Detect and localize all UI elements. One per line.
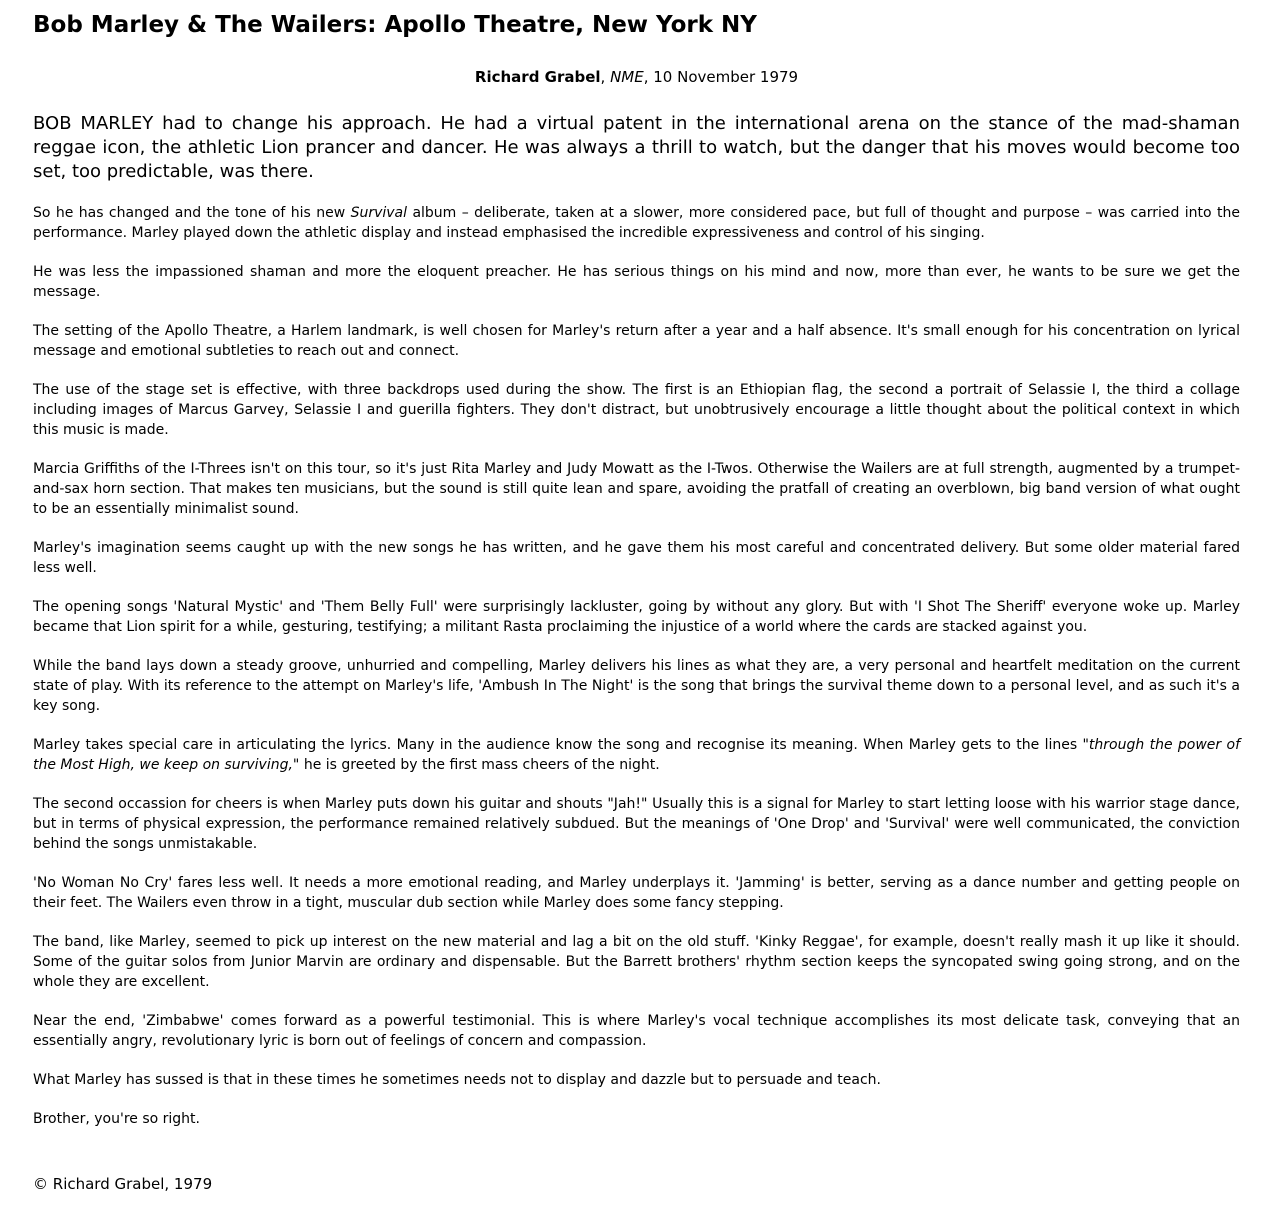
text-segment: While the band lays down a steady groove, unhurried and compelling, Marley delivers his lines as what they are, a very personal and heartfelt meditation on the current state of play. With its reference to the attempt on Marley's life, 'Ambush In The Night' is the song that brings the survival theme down to a personal level, and as such it's a key song. xyxy=(33,658,1240,715)
paragraph xyxy=(33,1011,1240,1051)
text-segment: So he has changed and the tone of his new xyxy=(33,205,351,222)
text-segment: Survival xyxy=(350,205,408,222)
byline xyxy=(33,68,1240,86)
paragraph xyxy=(33,380,1240,440)
text-segment: "through the power of the Most High, we keep on surviving," xyxy=(33,737,1240,774)
text-segment: The second occassion for cheers is when Marley puts down his guitar and shouts "Jah!" Usually this is a signal for Marley to start letting loose with his warrior stage dance, but in terms of physical expression, the performance remained relatively subdued. But the meanings of 'One Drop' and 'Survival' were well communicated, the conviction behind the songs unmistakable. xyxy=(33,796,1240,853)
paragraph xyxy=(33,538,1240,578)
paragraph xyxy=(33,262,1240,302)
text-segment: Richard Grabel xyxy=(474,68,601,87)
text-segment: Brother, you're so right. xyxy=(33,1111,200,1128)
text-segment: The setting of the Apollo Theatre, a Harlem landmark, is well chosen for Marley's return after a year and a half absence. It's small enough for his concentration on lyrical message and emotional subtleties to reach out and connect. xyxy=(33,323,1240,360)
text-segment: Near the end, 'Zimbabwe' comes forward as a powerful testimonial. This is where Marley's vocal technique accomplishes its most delicate task, conveying that an essentially angry, revolutionary lyric is born out of feelings of concern and compassion. xyxy=(33,1013,1240,1050)
paragraph xyxy=(33,932,1240,992)
text-segment: 'No Woman No Cry' fares less well. It needs a more emotional reading, and Marley underplays it. 'Jamming' is better, serving as a dance number and getting people on their feet. The Wailers even throw in a tight, muscular dub section while Marley does some fancy stepping. xyxy=(33,875,1240,912)
text-segment: he is greeted by the first mass cheers of the night. xyxy=(299,757,660,774)
text-segment: , 10 November 1979 xyxy=(643,68,799,87)
text-segment: , xyxy=(600,68,611,87)
text-segment: Marcia Griffiths of the I-Threes isn't on this tour, so it's just Rita Marley and Judy Mowatt as the I-Twos. Otherwise the Wailers are at full strength, augmented by a trumpet-and-sax horn section. That makes ten musicians, but the sound is still quite lean and spare, avoiding the pratfall of creating an overblown, big band version of what ought to be an essentially minimalist sound. xyxy=(33,461,1240,518)
text-segment: The band, like Marley, seemed to pick up interest on the new material and lag a bit on the old stuff. 'Kinky Reggae', for example, doesn't really mash it up like it should. Some of the guitar solos from Junior Marvin are ordinary and dispensable. But the Barrett brothers' rhythm section keeps the syncopated swing going strong, and on the whole they are excellent. xyxy=(33,934,1240,991)
article-body xyxy=(33,203,1240,1129)
paragraph xyxy=(33,873,1240,913)
text-segment: NME xyxy=(610,68,644,87)
text-segment: The opening songs 'Natural Mystic' and 'Them Belly Full' were surprisingly lackluster, going by without any glory. But with 'I Shot The Sheriff' everyone woke up. Marley became that Lion spirit for a while, gesturing, testifying; a militant Rasta proclaiming the injustice of a world where the cards are stacked against you. xyxy=(33,599,1240,636)
text-segment: He was less the impassioned shaman and more the eloquent preacher. He has serious things on his mind and now, more than ever, he wants to be sure we get the message. xyxy=(33,264,1240,301)
paragraph xyxy=(33,735,1240,775)
paragraph xyxy=(33,1109,1240,1129)
paragraph xyxy=(33,656,1240,716)
text-segment: Marley takes special care in articulating the lyrics. Many in the audience know the song and recognise its meaning. When Marley gets to the lines xyxy=(33,737,1083,754)
paragraph xyxy=(33,597,1240,637)
page-title: Bob Marley & The Wailers: Apollo Theatre, New York NY xyxy=(33,12,757,38)
paragraph xyxy=(33,1070,1240,1090)
paragraph xyxy=(33,794,1240,854)
text-segment: Marley's imagination seems caught up with the new songs he has written, and he gave them his most careful and concentrated delivery. But some older material fared less well. xyxy=(33,540,1240,577)
paragraph xyxy=(33,203,1240,243)
paragraph xyxy=(33,321,1240,361)
text-segment: What Marley has sussed is that in these times he sometimes needs not to display and dazzle but to persuade and teach. xyxy=(33,1072,881,1089)
paragraph xyxy=(33,459,1240,519)
lead-paragraph: BOB MARLEY had to change his approach. He had a virtual patent in the international arena on the stance of the mad-shaman reggae icon, the athletic Lion prancer and dancer. He was always a thrill to watch, but the danger that his moves would become too set, too predictable, was there. xyxy=(33,113,1240,183)
text-segment: The use of the stage set is effective, with three backdrops used during the show. The first is an Ethiopian flag, the second a portrait of Selassie I, the third a collage including images of Marcus Garvey, Selassie I and guerilla fighters. They don't distract, but unobtrusively encourage a little thought about the political context in which this music is made. xyxy=(33,382,1240,439)
copyright-notice: © Richard Grabel, 1979 xyxy=(33,1175,213,1194)
text-segment: album – deliberate, taken at a slower, more considered pace, but full of thought and purpose – was carried into the performance. Marley played down the athletic display and instead emphasised the incredible expressiveness and control of his singing. xyxy=(33,205,1240,242)
